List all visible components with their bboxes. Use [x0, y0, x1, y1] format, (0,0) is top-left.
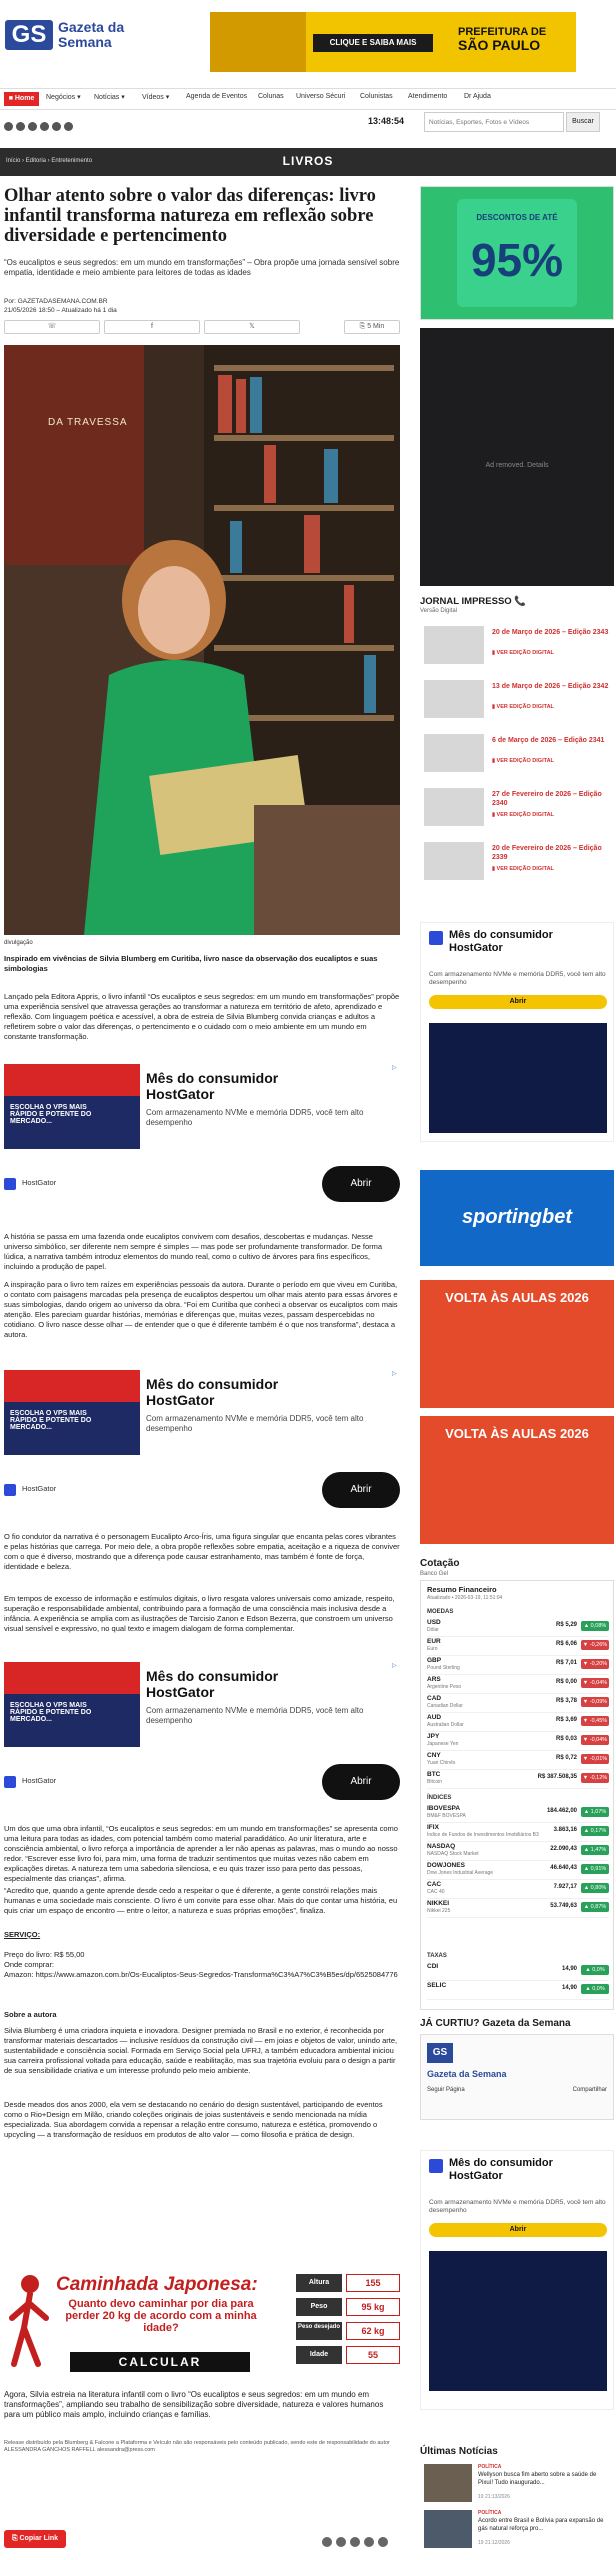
- currencies-heading: MOEDAS: [427, 1609, 454, 1615]
- article-photo[interactable]: [4, 345, 400, 935]
- top-ad-image: [210, 12, 306, 72]
- jornal-item[interactable]: 6 de Março de 2026 – Edição 2341 ▮ VER EDIÇÃO DIGITAL: [420, 732, 614, 776]
- article-paragraph-1: Lançado pela Editora Appris, o livro infantil “Os eucaliptos e seus segredos: em um mundo em transformações” propõe uma experiência sensível que atravessa gerações ao transformar a natureza em território de afeto, aprendizado e reflexão. Com linguagem poética e acessível, a obra de estreia de Silvia Blumberg convida crianças e adultos a refletirem sobre o valor das diferenças, o pertencimento e o cuidado com o meio ambiente em um mundo em constante transformação.: [4, 992, 400, 1041]
- finance-value: R$ 387.508,35: [537, 1774, 577, 1780]
- finance-change-badge: ▼ -0,04%: [582, 1737, 608, 1743]
- school-banner-text: VOLTA ÀS AULAS 2026: [445, 1290, 589, 1305]
- finance-row: [427, 1695, 609, 1713]
- finance-name: Canadian Dollar: [427, 1703, 463, 1709]
- ad-2-image-text: ESCOLHA O VPS MAIS RÁPIDO E POTENTE DO MERCADO...: [10, 1410, 92, 1431]
- top-ad-org-line1: PREFEITURA DE: [458, 26, 547, 38]
- ad-2-open-button[interactable]: Abrir: [322, 1472, 400, 1508]
- about-author-paragraph-2: Desde meados dos anos 2000, ela vem se destacando no cenário do design sustentável, participando de eventos como o Rio+Design em Milão, criando coleções originais de joias sustentáveis e sendo mencionada na mídia especializada. Sua abordagem convida a repensar a relação entre consumo, natureza e estética, promovendo o upcycling — a transformação de resíduos em produtos de alto valor — como filosofia e prática de design.: [4, 2100, 383, 2139]
- finance-name: NASDAQ Stock Market: [427, 1851, 479, 1857]
- photo-credit: divulgação: [4, 940, 33, 946]
- finance-name: Argentine Peso: [427, 1684, 462, 1690]
- hostgator-logo-icon: [4, 1178, 16, 1190]
- jornal-thumbnail: [424, 788, 484, 826]
- main-nav: [0, 88, 616, 110]
- walking-ad-calculate-button[interactable]: CALCULAR: [70, 2352, 250, 2372]
- finance-row: [427, 1638, 609, 1656]
- photo-caption: Inspirado em vivências de Silvia Blumberg em Curitiba, livro nasce da observação dos eucaliptos e suas simbologias: [4, 954, 378, 973]
- finance-change-badge: ▼ -0,04%: [582, 1680, 608, 1686]
- sportingbet-logo: sportingbet: [462, 1206, 572, 1228]
- adchoices-icon[interactable]: ▷: [392, 1663, 397, 1669]
- finance-value: 46.640,43: [550, 1865, 577, 1871]
- news-tag: POLÍTICA: [478, 2510, 502, 2516]
- finance-row: [427, 1881, 609, 1899]
- finance-code: JPY: [427, 1733, 440, 1740]
- ad-1-subtitle: Com armazenamento NVMe e memória DDR5, você tem alto desempenho: [146, 1108, 364, 1127]
- top-ad-cta[interactable]: CLIQUE E SAIBA MAIS: [313, 34, 433, 52]
- ad-3-image-text: ESCOLHA O VPS MAIS RÁPIDO E POTENTE DO MERCADO...: [10, 1702, 92, 1723]
- ad-3-open-button[interactable]: Abrir: [322, 1764, 400, 1800]
- finance-change-badge: ▲ 0,0%: [581, 1965, 609, 1975]
- facebook-icon[interactable]: [28, 122, 37, 131]
- hostgator-logo-icon: [429, 2159, 443, 2173]
- article-closing: Agora, Silvia estreia na literatura infantil com o livro “Os eucaliptos e seus segredos: em um mundo em transformações”, ampliando seu trabalho de sensibilização sobre diversidade, natureza e valores humanos para um público mais amplo, incluindo crianças e famílias.: [4, 2390, 384, 2419]
- finance-change-badge: ▼ -0,01%: [582, 1756, 608, 1762]
- whatsapp-icon[interactable]: [322, 2537, 332, 2547]
- byline-author: Por: GAZETADASEMANA.COM.BR: [4, 298, 108, 305]
- sportingbet-banner[interactable]: [420, 1170, 614, 1266]
- finance-name: Índice de Fundos de Investimentos Imobiliários B3: [427, 1832, 539, 1838]
- jornal-thumbnail: [424, 734, 484, 772]
- jornal-thumbnail: [424, 680, 484, 718]
- ad-1-brand: HostGator: [22, 1178, 57, 1187]
- finance-widget-updated: Atualizado • 2026-03-19, 11:51:04: [427, 1595, 503, 1601]
- service-label: SERVIÇO:: [4, 1930, 41, 1939]
- finance-value: R$ 3,69: [555, 1717, 577, 1723]
- sidebar-ad-open-button[interactable]: Abrir: [429, 2223, 607, 2237]
- finance-value: R$ 5,29: [555, 1622, 577, 1628]
- school-banner-text: VOLTA ÀS AULAS 2026: [445, 1426, 589, 1441]
- promo-card: [457, 199, 577, 307]
- latest-news-title: Últimas Notícias: [420, 2446, 498, 2457]
- pinterest-icon[interactable]: [16, 122, 25, 131]
- top-ad-org-line2: SÃO PAULO: [458, 37, 541, 53]
- finance-change-badge: ▲ 0,80%: [581, 1883, 609, 1893]
- rates-heading: TAXAS: [427, 1953, 447, 1959]
- age-field[interactable]: Idade 55: [296, 2346, 400, 2364]
- ad-3-brand: HostGator: [22, 1776, 57, 1785]
- nav-item-atendimento[interactable]: Atendimento: [408, 93, 448, 100]
- news-thumbnail: [424, 2464, 472, 2502]
- finance-value: 3.863,16: [553, 1827, 577, 1833]
- finance-widget-title: Resumo Financeiro: [427, 1585, 497, 1594]
- sidebar-ad-subtitle: Com armazenamento NVMe e memória DDR5, você tem alto desempenho: [429, 2199, 606, 2214]
- share-whatsapp-button[interactable]: ☏: [4, 320, 100, 334]
- article-paragraph-5: Em tempos de excesso de informação e estímulos digitais, o livro resgata valores universais como amizade, respeito, superação e responsabilidade ambiental, contribuindo para a formação de uma consciência mais inclusiva desde a infância. A experiência se amplia com as ilustrações de Tarcisio Zanon e Edson Bezerra, que constroem um universo visual sensível e expressivo, no qual texto e imagem dialogam de forma complementar.: [4, 1594, 395, 1633]
- finance-value: 22.090,43: [550, 1846, 577, 1852]
- email-icon[interactable]: [378, 2537, 388, 2547]
- sidebar-ad-title: Mês do consumidor HostGator: [449, 929, 553, 954]
- finance-code: CAC: [427, 1881, 442, 1888]
- volta-as-aulas-banner-2[interactable]: [420, 1416, 614, 1544]
- release-footnote: Release distribuído pela Blumberg & Falcone a Plataforma e Veículo não são responsáveis pelo conteúdo publicado, sendo este de responsabilidade do autor ALESSANDRA GANCHOS RAFFELL alessandra@press.com: [4, 2440, 390, 2453]
- walking-person-icon: [6, 2272, 50, 2372]
- facebook-icon[interactable]: [336, 2537, 346, 2547]
- finance-code: USD: [427, 1619, 441, 1626]
- jornal-item[interactable]: 20 de Fevereiro de 2026 – Edição 2339 ▮ VER EDIÇÃO DIGITAL: [420, 840, 614, 884]
- article-paragraph-4: O fio condutor da narrativa é o personagem Eucalipto Arco-Íris, uma figura singular que encanta pelas cores vibrantes e pelas histórias que carrega. Por meio dele, a obra propõe reflexões sobre empatia, aceitação e a riqueza de conviver com o que é diverso, mostrando que a diferença pode causar estranhamento, mas também é fonte de força, identidade e beleza.: [4, 1532, 400, 1571]
- read-time: ⎘ 5 Min: [344, 320, 400, 334]
- view-digital-edition-link[interactable]: ▮ VER EDIÇÃO DIGITAL: [492, 650, 554, 656]
- cotacao-subtitle: Banco Gel: [420, 1571, 449, 1577]
- finance-code: CDI: [427, 1963, 439, 1970]
- finance-row: [427, 1752, 609, 1770]
- height-field[interactable]: Altura 155: [296, 2274, 400, 2292]
- nav-item-agenda[interactable]: Agenda de Eventos: [186, 93, 248, 100]
- finance-value: R$ 0,72: [555, 1755, 577, 1761]
- walking-calculator-ad[interactable]: [4, 2270, 400, 2376]
- footer-share-icons: [322, 2534, 402, 2546]
- facebook-follow-button[interactable]: Seguir Página: [427, 2087, 465, 2093]
- nav-item-colunas[interactable]: Colunas: [258, 93, 284, 100]
- jornal-item[interactable]: 13 de Março de 2026 – Edição 2342 ▮ VER EDIÇÃO DIGITAL: [420, 678, 614, 722]
- finance-row: [427, 1963, 609, 1981]
- finance-change-badge: ▼ -0,12%: [582, 1775, 608, 1781]
- hostgator-logo-icon: [4, 1776, 16, 1788]
- finance-name: Bitcoin: [427, 1779, 443, 1785]
- sidebar-ad-image: [429, 2251, 607, 2391]
- finance-name: Yuan Chinês: [427, 1760, 456, 1766]
- sidebar-ad-image: [429, 1023, 607, 1133]
- nav-item-colunistas[interactable]: Colunistas: [360, 93, 393, 100]
- finance-name: Nikkei 225: [427, 1908, 451, 1914]
- article-paragraph-7: “Acredito que, quando a gente aprende desde cedo a respeitar o que é diferente, a gente constrói relações mais humanas e uma sociedade mais consciente. O livro é um convite para esse olhar. Mais do que contar uma história, eu quis criar um espaço de encontro — entre o leitor, a natureza e suas próprias emoções”, finaliza.: [4, 1886, 398, 1915]
- finance-row: [427, 1676, 609, 1694]
- finance-change-badge: ▼ -0,20%: [582, 1661, 608, 1667]
- instagram-icon[interactable]: [4, 122, 13, 131]
- linkedin-icon[interactable]: [52, 122, 61, 131]
- hostgator-ad-3[interactable]: [4, 1662, 400, 1812]
- site-logo[interactable]: GS: [5, 20, 53, 50]
- finance-name: Pound Sterling: [427, 1665, 460, 1671]
- finance-code: DOWJONES: [427, 1862, 465, 1869]
- news-thumbnail: [424, 2510, 472, 2548]
- finance-change-badge: ▼ -0,09%: [582, 1699, 608, 1705]
- finance-code: NIKKEI: [427, 1900, 450, 1907]
- finance-change-badge: ▲ 0,17%: [581, 1826, 609, 1836]
- finance-code: CAD: [427, 1695, 442, 1702]
- ad-3-title: Mês do consumidor HostGator: [146, 1668, 279, 1700]
- finance-row: [427, 1900, 609, 1918]
- promo-label: DESCONTOS DE ATÉ: [476, 213, 558, 222]
- share-x-button[interactable]: 𝕏: [204, 320, 300, 334]
- section-title: LIVROS: [282, 154, 334, 168]
- jornal-impresso-subtitle: Versão Digital: [420, 608, 458, 614]
- finance-code: ARS: [427, 1676, 441, 1683]
- finance-name: Australian Dollar: [427, 1722, 464, 1728]
- article-photo-illustration: [4, 345, 400, 935]
- finance-code: IFIX: [427, 1824, 439, 1831]
- breadcrumb[interactable]: Início › Editoria › Entretenimento: [6, 158, 93, 164]
- jornal-thumbnail: [424, 626, 484, 664]
- facebook-page-widget[interactable]: [420, 2034, 614, 2120]
- jornal-thumbnail: [424, 842, 484, 880]
- finance-widget: [420, 1580, 614, 2010]
- finance-value: R$ 0,00: [555, 1679, 577, 1685]
- finance-value: 53.749,63: [550, 1903, 577, 1909]
- sidebar-ad-title: Mês do consumidor HostGator: [449, 2157, 553, 2182]
- walking-ad-question: Quanto devo caminhar por dia para perder 20 kg de acordo com a minha idade?: [65, 2298, 257, 2334]
- x-icon[interactable]: [350, 2537, 360, 2547]
- facebook-page-logo: GS: [427, 2043, 453, 2063]
- volta-as-aulas-banner-1[interactable]: [420, 1280, 614, 1408]
- facebook-widget-title: JÁ CURTIU? Gazeta da Semana: [420, 2018, 571, 2029]
- share-facebook-button[interactable]: f: [104, 320, 200, 334]
- site-name[interactable]: [58, 20, 124, 50]
- finance-change-badge: ▲ 1,07%: [581, 1807, 609, 1817]
- view-digital-edition-link[interactable]: ▮ VER EDIÇÃO DIGITAL: [492, 866, 554, 872]
- news-tag: POLÍTICA: [478, 2464, 502, 2470]
- nav-item-noticias[interactable]: Notícias ▾: [94, 94, 125, 101]
- hostgator-ad-1[interactable]: [4, 1064, 400, 1214]
- finance-code: SELIC: [427, 1982, 447, 1989]
- finance-value: 14,90: [561, 1966, 577, 1972]
- news-headline[interactable]: Wellyson busca fim aberto sobre a saúde de Pixuí! Tudo inaugurado...: [478, 2472, 597, 2486]
- sidebar-promo-banner[interactable]: [420, 186, 614, 320]
- finance-change-badge: ▼ -0,45%: [582, 1718, 608, 1724]
- ad-1-image: [4, 1064, 140, 1149]
- finance-code: IBOVESPA: [427, 1805, 461, 1812]
- service-text[interactable]: Preço do livro: R$ 55,00 Onde comprar: Amazon: https://www.amazon.com.br/Os-Eucaliptos-Seus-Segredos-Transforma%C3%A7%C3%B5es/dp/6525084776: [4, 1950, 398, 1979]
- finance-row: [427, 1824, 609, 1842]
- finance-row: [427, 1843, 609, 1861]
- nav-item-universo[interactable]: Universo Sécuri: [296, 93, 346, 100]
- news-date: 19 21:13/2026: [478, 2494, 510, 2500]
- view-digital-edition-link[interactable]: ▮ VER EDIÇÃO DIGITAL: [492, 812, 554, 818]
- finance-value: 7.927,17: [553, 1884, 577, 1890]
- finance-change-badge: ▲ 0,08%: [581, 1621, 609, 1631]
- finance-change-badge: ▲ 0,91%: [581, 1864, 609, 1874]
- ad-2-image: [4, 1370, 140, 1455]
- adchoices-icon[interactable]: ▷: [392, 1371, 397, 1377]
- byline-date: 21/05/2026 18:50 – Atualizado há 1 dia: [4, 307, 117, 314]
- facebook-page-name[interactable]: Gazeta da Semana: [427, 2069, 507, 2079]
- article-headline: Olhar atento sobre o valor das diferenças: livro infantil transforma natureza em reflexão sobre diversidade e pertencimento: [4, 186, 376, 246]
- cotacao-title: Cotação: [420, 1558, 460, 1569]
- adchoices-icon[interactable]: ▷: [392, 1065, 397, 1071]
- finance-name: CAC 40: [427, 1889, 445, 1895]
- email-icon[interactable]: [64, 122, 73, 131]
- finance-value: 184.462,00: [546, 1808, 577, 1814]
- search-input[interactable]: [424, 112, 564, 132]
- nav-item-negocios[interactable]: Negócios ▾: [46, 94, 81, 101]
- finance-code: CNY: [427, 1752, 441, 1759]
- finance-value: 14,90: [561, 1985, 577, 1991]
- share-bar: [4, 320, 404, 334]
- jornal-item[interactable]: 27 de Fevereiro de 2026 – Edição 2340 ▮ VER EDIÇÃO DIGITAL: [420, 786, 614, 830]
- x-icon[interactable]: [40, 122, 49, 131]
- sidebar-ad-slot: [420, 328, 614, 586]
- ad-3-image: [4, 1662, 140, 1747]
- sidebar-ad-subtitle: Com armazenamento NVMe e memória DDR5, você tem alto desempenho: [429, 971, 606, 986]
- about-author-paragraph-1: Silvia Blumberg é uma criadora inquieta e inovadora. Designer premiada no Brasil e no exterior, é reconhecida por transformar materiais descartados — inclusive resíduos da construção civil — em joias e objetos de valor, unindo arte, sustentabilidade e consciência social. Formada em Serviço Social pela UFRJ, a também educadora ambiental iniciou sua carreira profissional voltada para educação, saúde e reabilitação, mas sua trajetória evoluiu para o design a partir de sua sensibilidade criativa e um interesse profundo pelo meio ambiente.: [4, 2026, 398, 2075]
- finance-name: Euro: [427, 1646, 438, 1652]
- about-author-label: Sobre a autora: [4, 2010, 57, 2019]
- top-ad-banner[interactable]: [210, 12, 576, 72]
- sidebar-ad-open-button[interactable]: Abrir: [429, 995, 607, 1009]
- social-links: [4, 118, 84, 130]
- indices-heading: ÍNDICES: [427, 1795, 452, 1801]
- sidebar-hostgator-ad-2[interactable]: [420, 2150, 614, 2410]
- hostgator-logo-icon: [4, 1484, 16, 1496]
- finance-code: AUD: [427, 1714, 442, 1721]
- finance-change-badge: ▲ 0,0%: [581, 1984, 609, 1994]
- hostgator-logo-icon: [429, 931, 443, 945]
- finance-change-badge: ▲ 1,47%: [581, 1845, 609, 1855]
- finance-code: EUR: [427, 1638, 441, 1645]
- finance-value: R$ 7,01: [555, 1660, 577, 1666]
- finance-name: Dow Jones Industrial Average: [427, 1870, 494, 1876]
- view-digital-edition-link[interactable]: ▮ VER EDIÇÃO DIGITAL: [492, 704, 554, 710]
- finance-row: [427, 1714, 609, 1732]
- finance-value: R$ 6,06: [555, 1641, 577, 1647]
- ad-1-open-button[interactable]: Abrir: [322, 1166, 400, 1202]
- article-subhead: “Os eucaliptos e seus segredos: em um mundo em transformações” – Obra propõe uma jornada sensível sobre empatia, identidade e meio ambiente para leitores de todas as idades: [4, 258, 400, 277]
- ad-1-image-text: ESCOLHA O VPS MAIS RÁPIDO E POTENTE DO MERCADO...: [10, 1104, 92, 1125]
- nav-item-videos[interactable]: Vídeos ▾: [142, 94, 170, 101]
- finance-code: NASDAQ: [427, 1843, 456, 1850]
- article-paragraph-3: A inspiração para o livro tem raízes em experiências pessoais da autora. Durante o período em que viveu em Curitiba, o contato com paisagens marcadas pela presença de eucaliptos despertou um olhar mais atento para essas árvores e suas simbologias, dando origem ao universo da obra. “Foi em Curitiba que conheci a observar os eucaliptos com mais atenção. Eles pareciam guardar histórias, memórias e diferenças que, muitas vezes, passam despercebidas no cotidiano. O livro nasce desse olhar — de entender que o que é diferente também é o que nos transforma”, destaca a autora.: [4, 1280, 398, 1339]
- article-paragraph-2: A história se passa em uma fazenda onde eucaliptos convivem com desafios, descobertas e mudanças. Nesse universo simbólico, ser diferente nem sempre é simples — mas pode ser profundamente transformador. De forma lúdica, a narrativa também introduz elementos do mundo real, como o cultivo de árvores para fins específicos, incluindo a produção de papel.: [4, 1232, 383, 1271]
- ad-2-subtitle: Com armazenamento NVMe e memória DDR5, você tem alto desempenho: [146, 1414, 364, 1433]
- site-name-line1: Gazeta da: [58, 19, 125, 35]
- finance-name: Japanese Yen: [427, 1741, 459, 1747]
- facebook-share-button[interactable]: Compartilhar: [572, 2087, 607, 2093]
- finance-value: R$ 0,03: [555, 1736, 577, 1742]
- nav-home[interactable]: ■ Home: [4, 92, 39, 106]
- finance-value: R$ 3,78: [555, 1698, 577, 1704]
- finance-row: [427, 1771, 609, 1789]
- ad-1-title: Mês do consumidor HostGator: [146, 1070, 279, 1102]
- finance-change-badge: ▲ 0,87%: [581, 1902, 609, 1912]
- promo-value: 95%: [470, 234, 564, 286]
- target-weight-field[interactable]: Peso desejado 62 kg: [296, 2322, 400, 2340]
- sidebar-hostgator-ad-1[interactable]: [420, 922, 614, 1142]
- finance-name: Dólar: [427, 1627, 439, 1633]
- clock: 13:48:54: [368, 116, 405, 126]
- latest-news-item[interactable]: [420, 2508, 614, 2552]
- copy-link-button[interactable]: ⎘ Copiar Link: [4, 2530, 66, 2548]
- news-date: 19 21:12/2026: [478, 2540, 510, 2546]
- article-byline: [4, 297, 117, 315]
- nav-item-drajuda[interactable]: Dr Ajuda: [464, 93, 491, 100]
- finance-row: [427, 1619, 609, 1637]
- article-paragraph-6: Um dos que uma obra infantil, “Os eucaliptos e seus segredos: em um mundo em transformações” se apresenta como uma leitura para todas as idades, com potencial também como material paradidático. Ao unir literatura, arte e consciência ambiental, o livro reforça a importância de aprender a ler não apenas as palavras, mas o mundo ao nosso redor. “Escrever esse livro foi, para mim, uma forma de traduzir sentimentos que muitas vezes não cabem em explicações diretas. A natureza tem uma sabedoria silenciosa, e eu quis trazer isso para perto das pessoas, especialmente das crianças”, afirma.: [4, 1824, 398, 1883]
- ad-2-brand: HostGator: [22, 1484, 57, 1493]
- finance-row: [427, 1657, 609, 1675]
- search-button[interactable]: Buscar: [566, 112, 600, 132]
- finance-change-badge: ▼ -0,26%: [582, 1642, 608, 1648]
- news-headline[interactable]: Acordo entre Brasil e Bolívia para expansão de gás natural reforça pro...: [478, 2518, 604, 2532]
- ad-2-title: Mês do consumidor HostGator: [146, 1376, 279, 1408]
- finance-name: BM&F BOVESPA: [427, 1813, 466, 1819]
- finance-row: [427, 1982, 609, 2000]
- jornal-item[interactable]: 20 de Março de 2026 – Edição 2343 ▮ VER EDIÇÃO DIGITAL: [420, 624, 614, 668]
- finance-row: [427, 1805, 609, 1823]
- view-digital-edition-link[interactable]: ▮ VER EDIÇÃO DIGITAL: [492, 758, 554, 764]
- latest-news-item[interactable]: [420, 2462, 614, 2506]
- finance-row: [427, 1733, 609, 1751]
- finance-code: GBP: [427, 1657, 442, 1664]
- top-ad-org: [458, 26, 566, 52]
- hostgator-ad-2[interactable]: [4, 1370, 400, 1520]
- finance-row: [427, 1862, 609, 1880]
- ad-3-subtitle: Com armazenamento NVMe e memória DDR5, você tem alto desempenho: [146, 1706, 364, 1725]
- walking-ad-title: Caminhada Japonesa:: [56, 2274, 258, 2295]
- jornal-impresso-title: JORNAL IMPRESSO 📞: [420, 596, 527, 607]
- linkedin-icon[interactable]: [364, 2537, 374, 2547]
- photo-store-sign: DA TRAVESSA: [48, 417, 128, 428]
- finance-code: BTC: [427, 1771, 441, 1778]
- site-name-line2: Semana: [58, 34, 112, 50]
- weight-field[interactable]: Peso 95 kg: [296, 2298, 400, 2316]
- ad-removed-notice[interactable]: Ad removed. Details: [485, 462, 549, 469]
